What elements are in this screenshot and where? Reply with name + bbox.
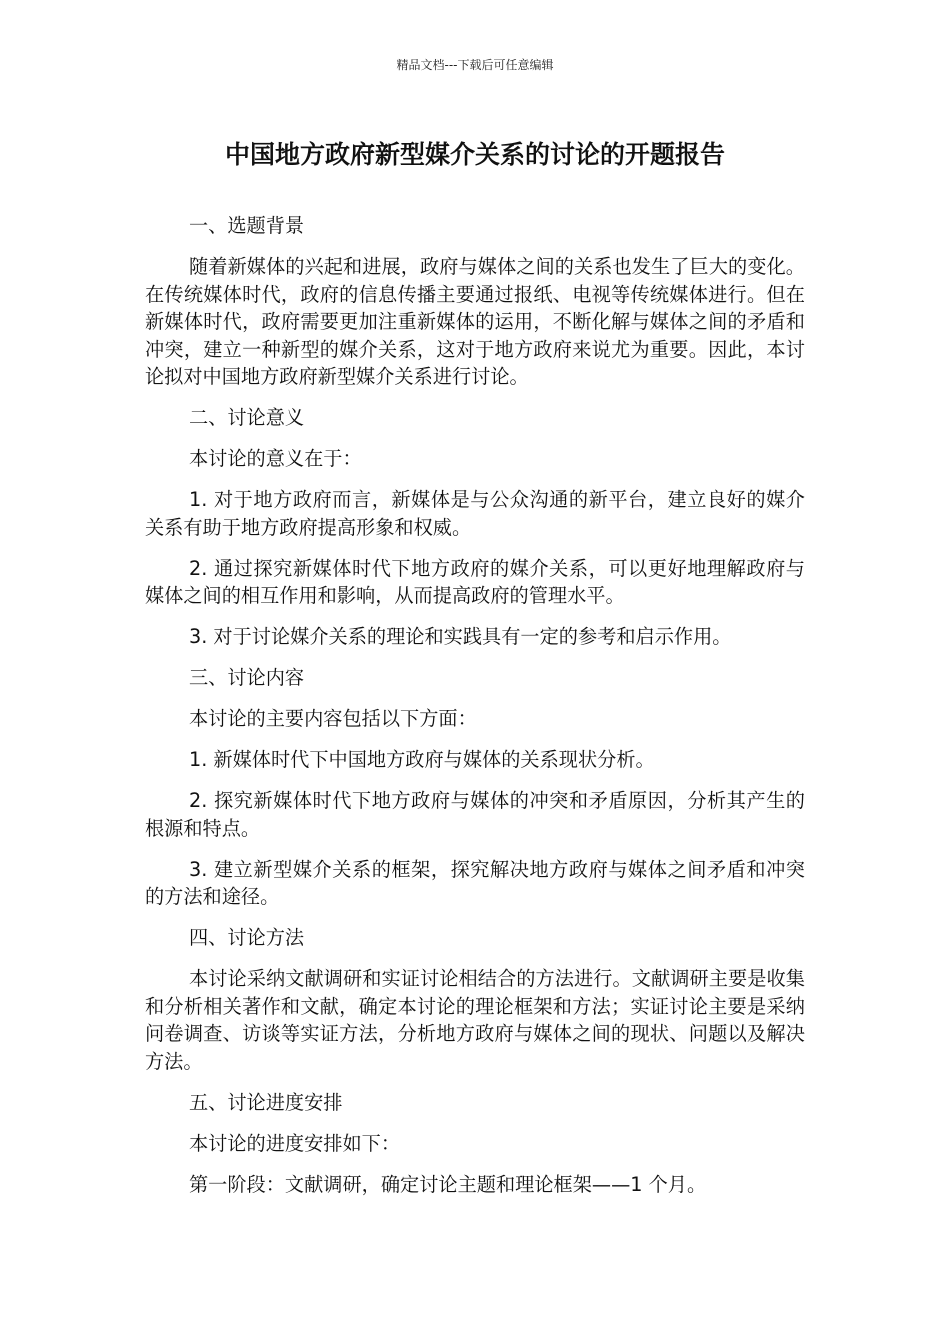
- list-item-significance-3: 3. 对于讨论媒介关系的理论和实践具有一定的参考和启示作用。: [189, 625, 732, 648]
- document-title: 中国地方政府新型媒介关系的讨论的开题报告: [224, 140, 725, 169]
- paragraph-background: 随着新媒体的兴起和进展，政府与媒体之间的关系也发生了巨大的变化。在传统媒体时代，政府的信息传播主要通过报纸、电视等传统媒体进行。但在新媒体时代，政府需要更加注重新媒体的运用，不断化解与媒体之间的矛盾和冲突，建立一种新型的媒介关系，这对于地方政府来说尤为重要。因此，本讨论拟对中国地方政府新型媒介关系进行讨论。: [145, 255, 805, 388]
- section-heading-significance: 二、讨论意义: [189, 406, 305, 429]
- paragraph-schedule-intro: 本讨论的进度安排如下：: [189, 1131, 401, 1155]
- paragraph-significance-intro: 本讨论的意义在于：: [189, 447, 362, 470]
- list-item-schedule-1: 第一阶段：文献调研，确定讨论主题和理论框架——1 个月。: [189, 1172, 707, 1196]
- section-heading-method: 四、讨论方法: [189, 926, 305, 949]
- section-heading-schedule: 五、讨论进度安排: [189, 1090, 343, 1114]
- list-item-significance-2: 2. 通过探究新媒体时代下地方政府的媒介关系，可以更好地理解政府与媒体之间的相互作用和影响，从而提高政府的管理水平。: [145, 556, 805, 607]
- document-body: [145, 212, 805, 1212]
- list-item-content-1: 1. 新媒体时代下中国地方政府与媒体的关系现状分析。: [189, 748, 655, 771]
- page-header: 精品文档---下载后可任意编辑: [396, 58, 554, 72]
- paragraph-method: 本讨论采纳文献调研和实证讨论相结合的方法进行。文献调研主要是收集和分析相关著作和文献，确定本讨论的理论框架和方法；实证讨论主要是采纳问卷调查、访谈等实证方法，分析地方政府与媒体之间的现状、问题以及解决方法。: [145, 967, 805, 1073]
- paragraph-content-intro: 本讨论的主要内容包括以下方面：: [189, 707, 477, 730]
- list-item-content-2: 2. 探究新媒体时代下地方政府与媒体的冲突和矛盾原因，分析其产生的根源和特点。: [145, 789, 805, 840]
- list-item-significance-1: 1. 对于地方政府而言，新媒体是与公众沟通的新平台，建立良好的媒介关系有助于地方政府提高形象和权威。: [145, 488, 805, 539]
- list-item-content-3: 3. 建立新型媒介关系的框架，探究解决地方政府与媒体之间矛盾和冲突的方法和途径。: [145, 857, 805, 908]
- section-heading-content: 三、讨论内容: [189, 666, 305, 689]
- section-heading-background: 一、选题背景: [189, 214, 305, 237]
